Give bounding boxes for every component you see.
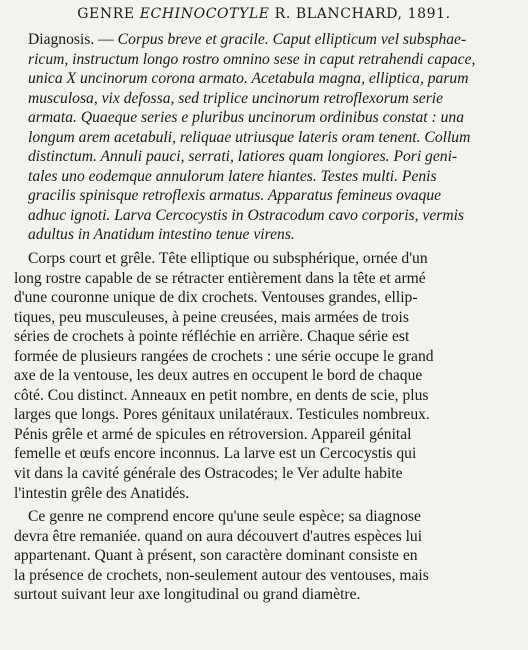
description-line: côté. Cou distinct. Anneaux en petit nombre, en dents de scie, plus xyxy=(14,386,429,404)
diagnosis-line: musculosa, vix defossa, sed triplice uncinorum retroflexorum serie xyxy=(28,89,444,107)
remarks-paragraph xyxy=(14,507,514,605)
header-suffix: R. BLANCHARD, 1891. xyxy=(274,6,451,22)
description-line: d'une couronne unique de dix crochets. Ventouses grandes, ellip- xyxy=(14,289,418,307)
diagnosis-line: adultus in Anatidum intestino tenue virens. xyxy=(28,226,295,244)
description-line: tiques, peu musculeuses, à peine creusées, mais armées de trois xyxy=(14,308,409,326)
diagnosis-line: tales uno eodemque annulorum latere hiantes. Testes multi. Penis xyxy=(28,167,437,185)
diagnosis-line: ricum, instructum longo rostro omnino sese in caput retrahendi capace, xyxy=(28,50,476,68)
description-line: vit dans la cavité générale des Ostracodes; le Ver adulte habite xyxy=(14,465,403,483)
header-genus: ECHINOCOTYLE xyxy=(139,6,270,22)
remarks-line: appartenant. Quant à présent, son caractère dominant consiste en xyxy=(14,547,418,565)
diagnosis-line: unica X uncinorum corona armato. Acetabula magna, elliptica, parum xyxy=(28,70,469,88)
remarks-line: surtout suivant leur axe longitudinal ou grand diamètre. xyxy=(14,586,361,604)
header-prefix: GENRE xyxy=(77,6,135,22)
description-paragraph xyxy=(14,249,514,503)
diagnosis-line: distinctum. Annuli pauci, serrati, latiores quam longiores. Pori geni- xyxy=(28,148,458,166)
description-line: formée de plusieurs rangées de crochets : une série occupe le grand xyxy=(14,347,434,365)
description-line: Pénis grêle et armé de spicules en rétroversion. Appareil génital xyxy=(14,425,412,443)
diagnosis-line: gracilis spinisque retroflexis armatus. Apparatus femineus ovaque xyxy=(28,187,442,205)
description-line: Corps court et grêle. Tête elliptique ou subsphérique, ornée d'un xyxy=(28,250,428,268)
remarks-line: Ce genre ne comprend encore qu'une seule espèce; sa diagnose xyxy=(28,508,421,526)
description-line: long rostre capable de se rétracter entièrement dans la tête et armé xyxy=(14,269,426,287)
remarks-line: la présence de crochets, non-seulement autour des ventouses, mais xyxy=(14,566,429,584)
description-line: axe de la ventouse, les deux autres en occupent le bord de chaque xyxy=(14,367,423,385)
description-line: séries de crochets à pointe réfléchie en arrière. Chaque série est xyxy=(14,328,410,346)
description-line: femelle et œufs encore inconnus. La larve est un Cercocystis qui xyxy=(14,445,417,463)
running-header xyxy=(14,6,514,22)
diagnosis-line: armata. Quaeque series e pluribus uncinorum ordinibus constat : una xyxy=(28,109,465,127)
diagnosis-line: Corpus breve et gracile. Caput ellipticum vel subsphae- xyxy=(117,31,467,48)
diagnosis-label: Diagnosis. — xyxy=(28,31,114,48)
diagnosis-line: adhuc ignoti. Larva Cercocystis in Ostracodum cavo corporis, vermis xyxy=(28,206,465,224)
diagnosis-paragraph xyxy=(14,30,514,245)
diagnosis-line: longum arem acetabuli, reliquae utriusque lateris oram tenent. Collum xyxy=(28,128,471,146)
description-line: l'intestin grêle des Anatidés. xyxy=(14,484,190,502)
remarks-line: devra être remaniée. quand on aura découvert d'autres espèces lui xyxy=(14,527,423,545)
description-line: larges que longs. Pores génitaux unilatéraux. Testicules nombreux. xyxy=(14,406,430,424)
